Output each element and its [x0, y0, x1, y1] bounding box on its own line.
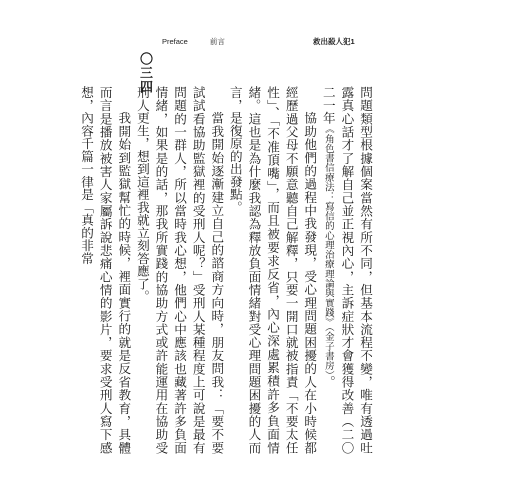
paragraph-3-text: 當我開始逐漸建立自己的諮商方向時，朋友問我：「要不要試試看協助監獄裡的受刑人呢？」受刑人某種程度上可說是最有問題的一群人，所以當時我心想，他們心中應該也藏著許多負面情緒，如果是的話，那我所實踐的協助方式或許能運用在協助受刑人更生，想到這裡我就立刻答應了。 [134, 86, 225, 454]
page-number: 〇三四 [137, 52, 152, 94]
paragraph-4 [77, 86, 133, 454]
paragraph-4-text: 我開始到監獄幫忙的時候，裡面實行的就是反省教育，具體而言是播放被害人家屬訴說悲痛心情的影片，要求受刑人寫下感想，內容千篇一律是「真的非常 [79, 86, 132, 454]
cited-publisher: （金子書房） [322, 326, 334, 376]
section-label-chinese: 前言 [209, 37, 225, 46]
paragraph-2-text: 協助他們的過程中我發現，受心理問題困擾的人在小時候都經歷過父母不願意聽自己解釋，只要一開口就被指責「不要太任性」、「不准頂嘴」，而且被要求反省，內心深處累積許多負面情緒。這也是為什麼我認為釋放負面情緒對受心理問題困擾的人而言，是復原的出發點。 [227, 86, 318, 454]
paragraph-1-end: 。 [320, 375, 336, 389]
paragraph-2 [225, 86, 318, 454]
running-header-book-title: 救出殺人犯1 [313, 37, 355, 46]
body-text [79, 86, 374, 454]
paragraph-3 [132, 86, 225, 454]
paragraph-1-text: 問題類型根據個案當然有所不同，但基本流程不變，唯有透過吐露真心話才了解自己並正視內心，主訴症狀才會獲得改善（二〇二一年 [320, 86, 373, 454]
running-header-section [162, 36, 225, 47]
cited-book-title: 《角色書信療法：寫信的心理治療理論與實踐》 [322, 124, 334, 327]
paragraph-1 [318, 86, 374, 454]
section-label-english: Preface [162, 37, 188, 46]
